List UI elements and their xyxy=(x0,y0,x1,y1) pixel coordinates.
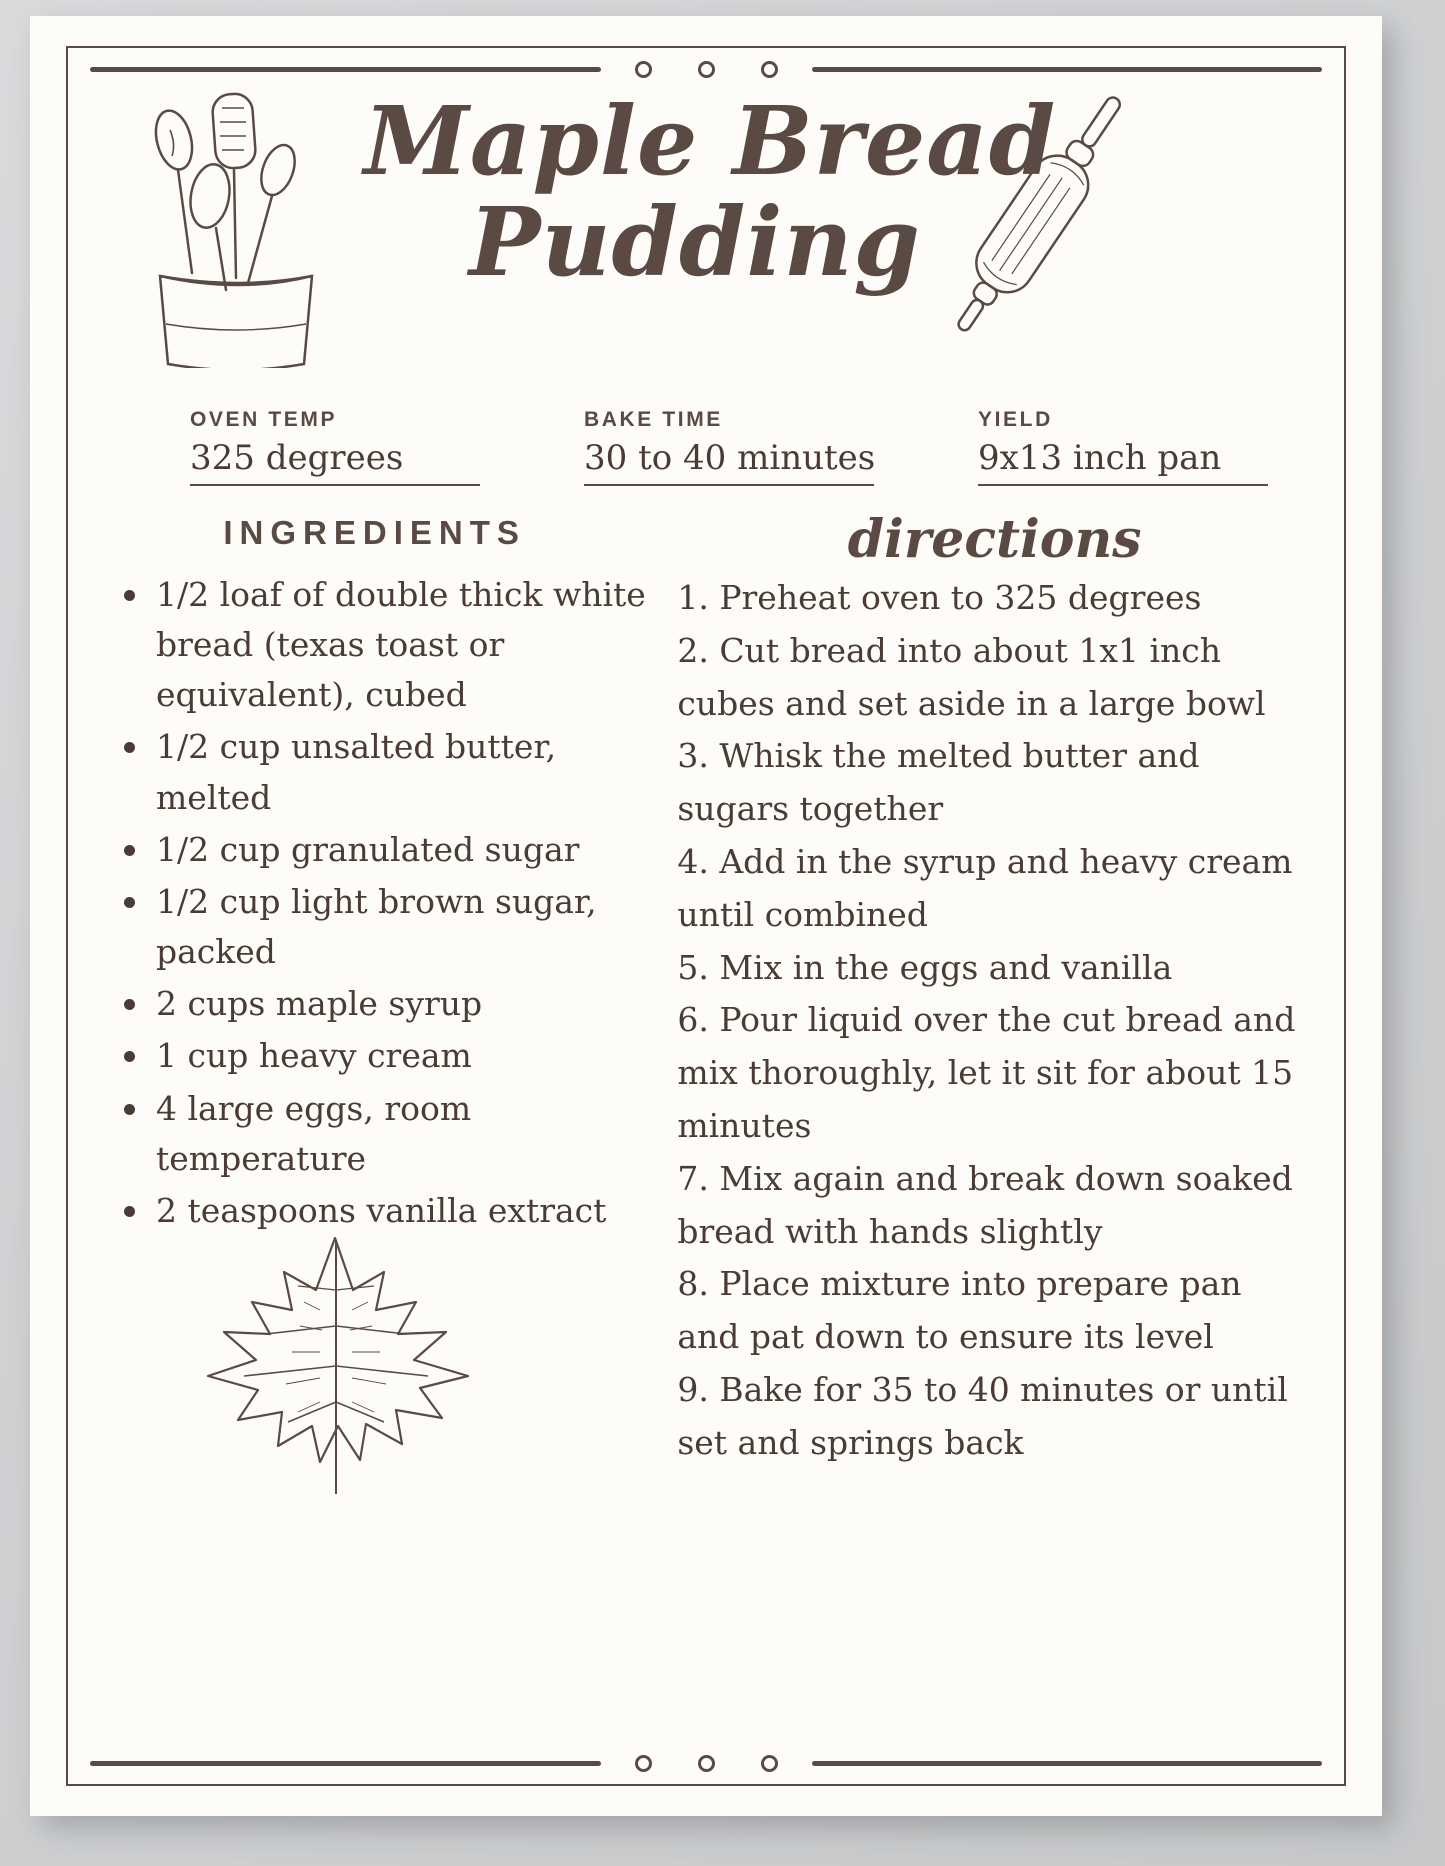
circle-icon xyxy=(698,61,715,78)
recipe-meta xyxy=(190,408,1310,486)
list-item: Mix in the eggs and vanilla xyxy=(719,947,1173,987)
list-item: Preheat oven to 325 degrees xyxy=(719,578,1202,617)
ingredients-heading: INGREDIENTS xyxy=(223,514,526,551)
meta-value: 30 to 40 minutes xyxy=(584,438,874,486)
list-item: Mix again and break down soaked bread with hands slightly xyxy=(677,1158,1293,1251)
meta-value: 325 degrees xyxy=(190,438,480,486)
meta-value: 9x13 inch pan xyxy=(978,438,1268,486)
title-text xyxy=(330,86,1090,298)
circle-icon xyxy=(761,61,778,78)
list-item: Whisk the melted butter and sugars together xyxy=(677,736,1200,829)
list-item: Pour liquid over the cut bread and mix thoroughly, let it sit for about 15 minutes xyxy=(677,1000,1296,1145)
divider-bar-left xyxy=(90,67,601,72)
meta-oven-temp xyxy=(190,408,480,486)
meta-label: OVEN TEMP xyxy=(190,408,338,431)
circle-icon xyxy=(761,1755,778,1772)
meta-label: YIELD xyxy=(978,408,1053,431)
divider-circles-bottom xyxy=(601,1755,812,1772)
directions-column xyxy=(677,509,1312,1470)
list-item: 4 large eggs, room temperature xyxy=(156,1084,655,1184)
title-line-2: Pudding xyxy=(469,186,921,298)
recipe-card xyxy=(30,16,1382,1816)
list-item: Add in the syrup and heavy cream until combined xyxy=(677,841,1293,934)
recipe-title xyxy=(330,86,1090,298)
list-item: Cut bread into about 1x1 inch cubes and set aside in a large bowl xyxy=(677,630,1266,723)
list-item: 1/2 cup granulated sugar xyxy=(156,825,655,875)
list-item: Bake for 35 to 40 minutes or until set and springs back xyxy=(677,1369,1288,1462)
bottom-divider xyxy=(90,1748,1322,1778)
directions-heading: directions xyxy=(847,509,1142,570)
circle-icon xyxy=(698,1755,715,1772)
title-line-1: Maple Bread xyxy=(363,86,1057,197)
ingredients-list xyxy=(100,570,655,1236)
divider-bar-right xyxy=(812,1761,1323,1766)
divider-circles-top xyxy=(601,61,812,78)
meta-bake-time xyxy=(584,408,874,486)
list-item: 2 cups maple syrup xyxy=(156,979,655,1029)
list-item: 1 cup heavy cream xyxy=(156,1031,655,1081)
list-item: 1/2 cup light brown sugar, packed xyxy=(156,877,655,977)
list-item: 2 teaspoons vanilla extract xyxy=(156,1186,655,1236)
circle-icon xyxy=(635,1755,652,1772)
divider-bar-right xyxy=(812,67,1323,72)
list-item: Place mixture into prepare pan and pat down to ensure its level xyxy=(677,1264,1242,1357)
list-item: 1/2 loaf of double thick white bread (texas toast or equivalent), cubed xyxy=(156,570,655,720)
list-item: 1/2 cup unsalted butter, melted xyxy=(156,722,655,822)
circle-icon xyxy=(635,61,652,78)
directions-list xyxy=(677,572,1312,1470)
meta-label: BAKE TIME xyxy=(584,408,723,431)
meta-yield xyxy=(978,408,1268,486)
maple-leaf-icon xyxy=(170,1206,500,1511)
divider-bar-left xyxy=(90,1761,601,1766)
